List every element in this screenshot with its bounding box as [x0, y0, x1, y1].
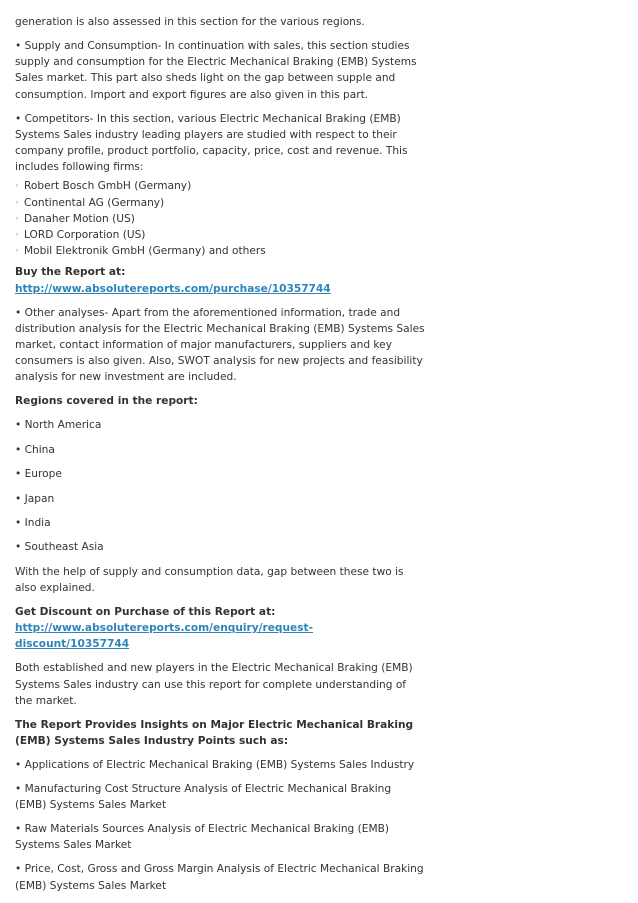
regions-list: [15, 417, 425, 555]
paragraph-other-analyses: • Other analyses- Apart from the aforementioned information, trade and distribution analysis for the Electric Mechanical Braking (EMB) Systems Sales market, contact information of major manufacturers, suppliers and key consumers is also given. Also, SWOT analysis for new projects and feasibility analysis for new investment are included.: [15, 306, 425, 384]
paragraph-players: Both established and new players in the Electric Mechanical Braking (EMB) Systems Sales industry can use this report for complete understanding of the market.: [15, 662, 413, 707]
buy-report-block: [15, 264, 425, 296]
list-item: ◦ Mobil Elektronik GmbH (Germany) and others: [15, 243, 425, 259]
paragraph-supply-consumption: • Supply and Consumption- In continuation with sales, this section studies supply and consumption for the Electric Mechanical Braking (EMB) Systems Sales market. This part also sheds light on the gap between supple and consumption. Import and export figures are also given in this part.: [15, 40, 417, 101]
list-item: • Raw Materials Sources Analysis of Electric Mechanical Braking (EMB) Systems Sales Market: [15, 823, 390, 852]
bullet-marker-icon: ◦: [15, 198, 20, 207]
paragraph-generation: generation is also assessed in this section for the various regions.: [15, 16, 365, 28]
paragraph-gap: With the help of supply and consumption data, gap between these two is also explained.: [15, 565, 404, 594]
list-item: ◦ Danaher Motion (US): [15, 211, 425, 227]
list-item: ◦ LORD Corporation (US): [15, 227, 425, 243]
list-item: • Applications of Electric Mechanical Braking (EMB) Systems Sales Industry: [15, 759, 415, 772]
list-item: • Southeast Asia: [15, 541, 104, 554]
document-body: [15, 14, 425, 902]
bullet-marker-icon: ◦: [15, 247, 20, 256]
insights-heading: The Report Provides Insights on Major Electric Mechanical Braking (EMB) Systems Sales Industry Points such as:: [15, 718, 414, 748]
firms-list: [15, 178, 425, 259]
list-item: • Price, Cost, Gross and Gross Margin Analysis of Electric Mechanical Braking (EMB) Systems Sales Market: [15, 863, 424, 892]
list-item: ◦ Robert Bosch GmbH (Germany): [15, 178, 425, 194]
discount-label: Get Discount on Purchase of this Report at:: [15, 606, 276, 618]
list-item: • India: [15, 517, 51, 530]
list-item: • China: [15, 443, 55, 456]
regions-heading: Regions covered in the report:: [15, 395, 198, 408]
paragraph-competitors: • Competitors- In this section, various Electric Mechanical Braking (EMB) Systems Sales industry leading players are studied with respect to their company profile, product portfolio, capacity, price, cost and revenue. This includes following firms:: [15, 112, 408, 174]
bullet-marker-icon: ◦: [15, 231, 20, 240]
insights-list: [15, 757, 425, 894]
list-item: • Manufacturing Cost Structure Analysis of Electric Mechanical Braking (EMB) Systems Sales Market: [15, 783, 392, 812]
buy-report-label: Buy the Report at:: [15, 266, 126, 279]
discount-link[interactable]: http://www.absolutereports.com/enquiry/request-discount/10357744: [15, 622, 313, 651]
list-item: • Europe: [15, 468, 62, 481]
list-item: ◦ Continental AG (Germany): [15, 195, 425, 211]
bullet-marker-icon: ◦: [15, 214, 20, 223]
bullet-marker-icon: ◦: [15, 182, 20, 191]
buy-report-link[interactable]: http://www.absolutereports.com/purchase/10357744: [15, 282, 331, 295]
list-item: • Japan: [15, 492, 55, 505]
list-item: • North America: [15, 419, 102, 432]
discount-block: [15, 604, 425, 653]
